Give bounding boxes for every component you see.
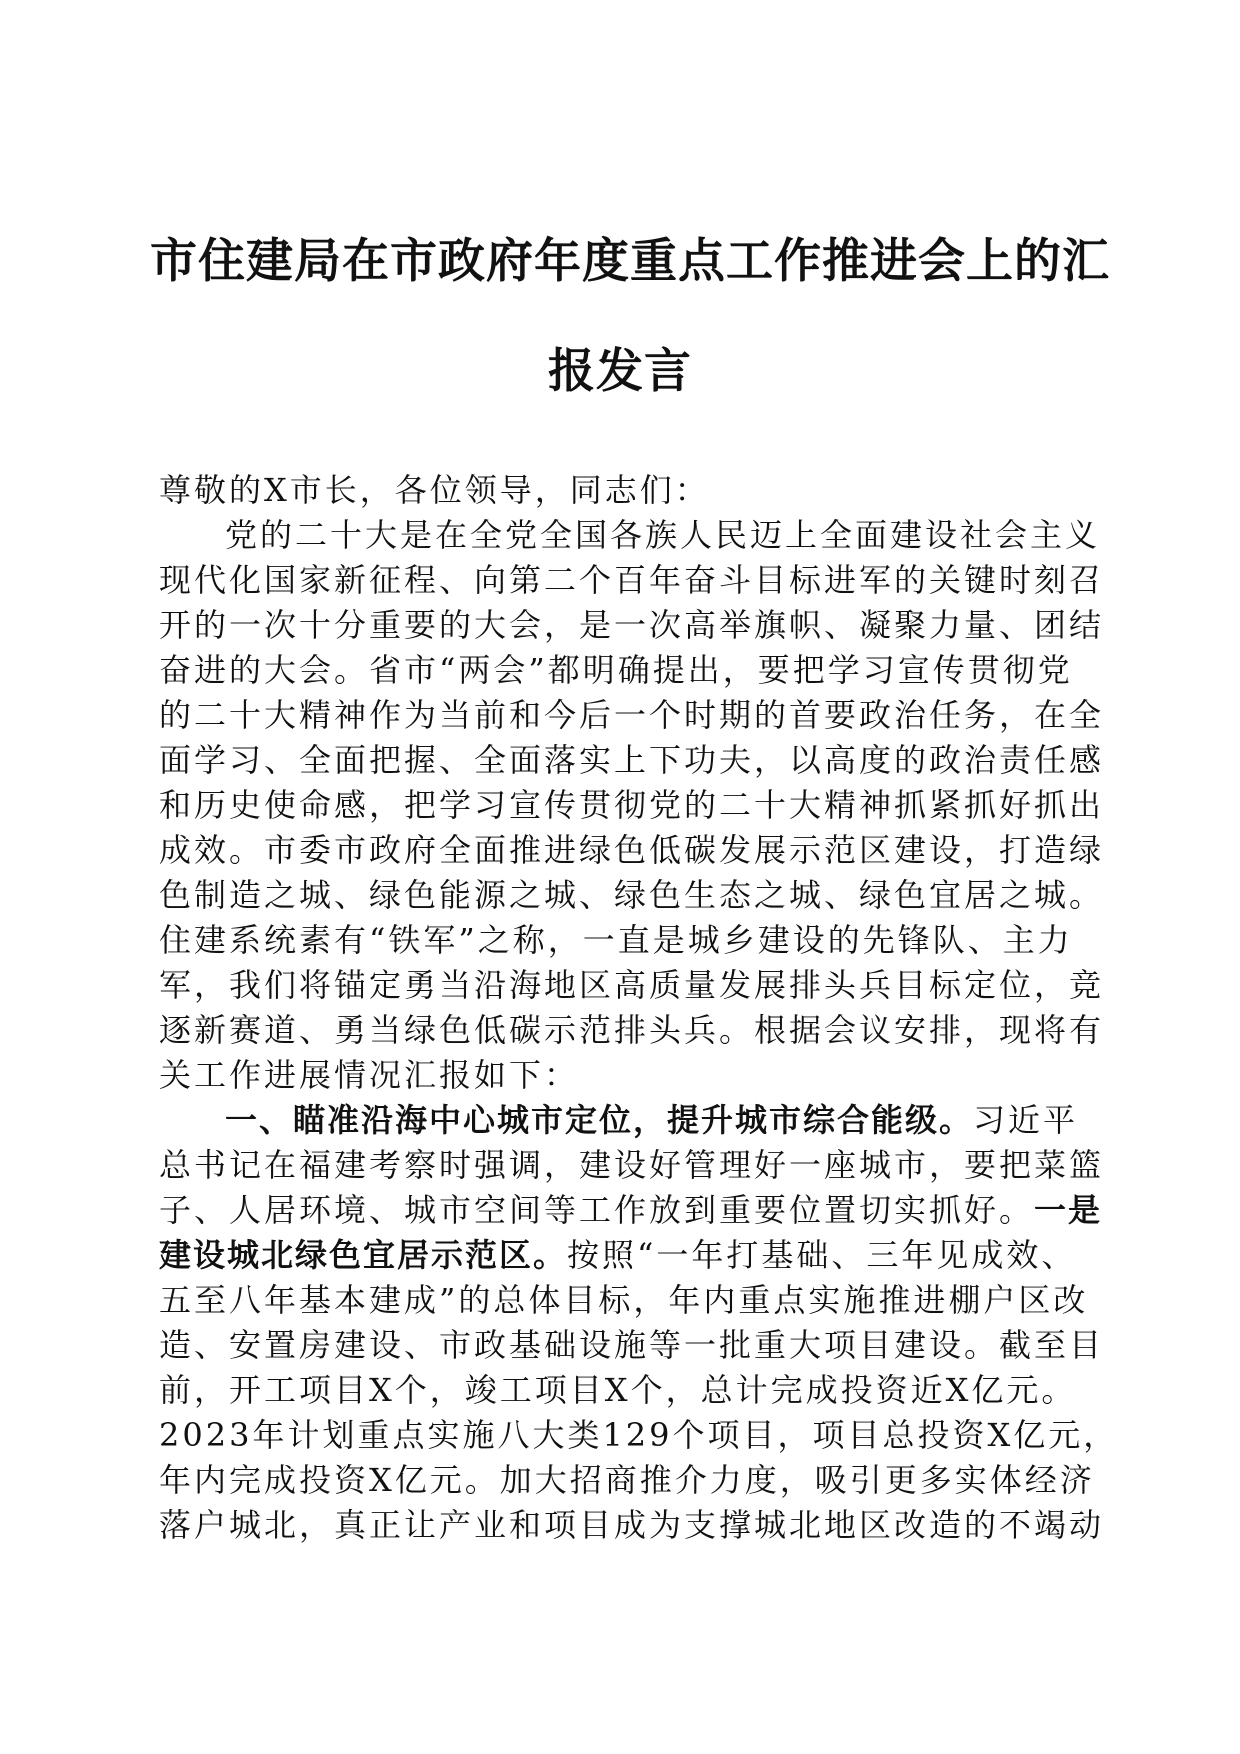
paragraph-1-line: 的二十大精神作为当前和今后一个时期的首要政治任务，在全: [159, 696, 1105, 734]
paragraph-1-line: 奋进的大会。省市“两会”都明确提出，要把学习宣传贯彻党: [159, 651, 1073, 689]
paragraph-1-line: 和历史使命感，把学习宣传贯彻党的二十大精神抓紧抓好抓出: [159, 786, 1105, 824]
paragraph-1-line: 逐新赛道、勇当绿色低碳示范排头兵。根据会议安排，现将有: [159, 1011, 1105, 1049]
section-1-text: 子、人居环境、城市空间等工作放到重要位置切实抓好。: [159, 1191, 1035, 1229]
paragraph-1-line: 党的二十大是在全党全国各族人民迈上全面建设社会主义: [225, 516, 1101, 554]
document-title-line-2: 报发言: [548, 344, 692, 399]
paragraph-1-line: 开的一次十分重要的大会，是一次高举旗帜、凝聚力量、团结: [159, 606, 1105, 644]
section-1-line: [159, 1098, 1079, 1143]
section-1-line: 年内完成投资X亿元。加大招商推介力度，吸引更多实体经济: [159, 1461, 1095, 1499]
subpoint-1-marker: 一是: [1034, 1191, 1103, 1229]
salutation: 尊敬的X市长，各位领导，同志们：: [159, 471, 710, 509]
paragraph-1-line: 住建系统素有“铁军”之称，一直是城乡建设的先锋队、主力: [159, 921, 1073, 959]
paragraph-1-line: 色制造之城、绿色能源之城、绿色生态之城、绿色宜居之城。: [159, 876, 1105, 914]
section-1-text: 习近平: [973, 1101, 1079, 1139]
section-1-line: 前，开工项目X个，竣工项目X个，总计完成投资近X亿元。: [159, 1371, 1077, 1409]
section-1-text: 按照“一年打基础、三年见成效、: [567, 1236, 1077, 1274]
section-1-line: 造、安置房建设、市政基础设施等一批重大项目建设。截至目: [159, 1326, 1105, 1364]
paragraph-1-line: 军，我们将锚定勇当沿海地区高质量发展排头兵目标定位，竞: [159, 966, 1105, 1004]
paragraph-1-line: 面学习、全面把握、全面落实上下功夫，以高度的政治责任感: [159, 741, 1105, 779]
section-1-line: [159, 1188, 1103, 1233]
document-title-line-1: 市住建局在市政府年度重点工作推进会上的汇: [150, 234, 1110, 289]
section-1-heading: 一、瞄准沿海中心城市定位，提升城市综合能级。: [225, 1101, 974, 1139]
subpoint-1-heading: 建设城北绿色宜居示范区。: [159, 1236, 568, 1274]
paragraph-1-line: 成效。市委市政府全面推进绿色低碳发展示范区建设，打造绿: [159, 831, 1105, 869]
section-1-line: 总书记在福建考察时强调，建设好管理好一座城市，要把菜篮: [159, 1146, 1105, 1184]
section-1-line: 2023年计划重点实施八大类129个项目，项目总投资X亿元，: [159, 1416, 1119, 1454]
section-1-line: [159, 1233, 1079, 1278]
paragraph-1-line: 现代化国家新征程、向第二个百年奋斗目标进军的关键时刻召: [159, 561, 1105, 599]
document-body: [159, 468, 1119, 1548]
paragraph-1-line: 关工作进展情况汇报如下：: [159, 1056, 580, 1094]
section-1-line: 落户城北，真正让产业和项目成为支撑城北地区改造的不竭动: [159, 1506, 1105, 1544]
section-1-line: 五至八年基本建成”的总体目标，年内重点实施推进棚户区改: [159, 1281, 1089, 1319]
